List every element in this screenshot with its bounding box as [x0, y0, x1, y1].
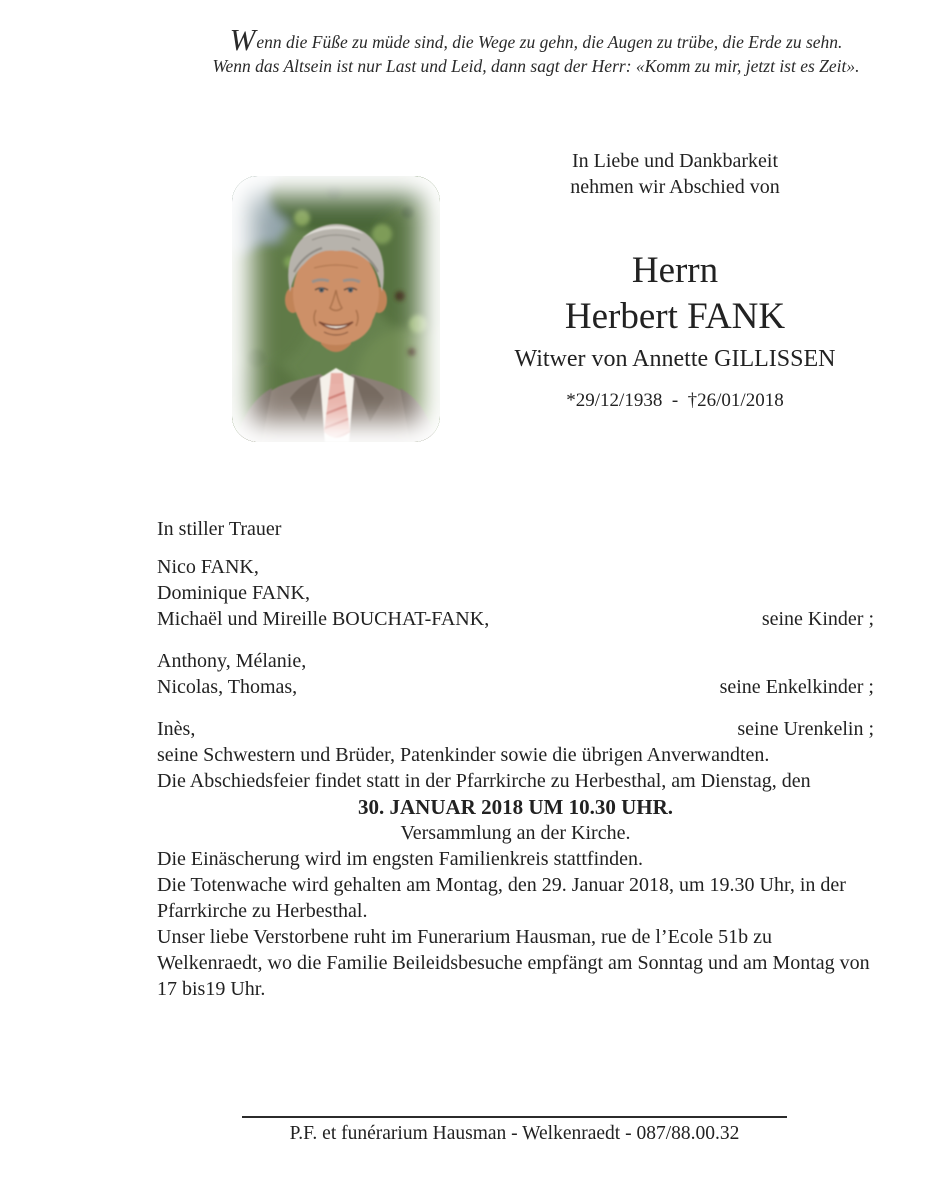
repose-paragraph: Unser liebe Verstorbene ruht im Funerarium Hausman, rue de l’Ecole 51b zu Welkenraedt, wo die Familie Beileidsbesuche empfängt am Sonntag und am Montag von 17 bis19 Uhr. — [157, 926, 870, 1000]
mourner-name: Nico FANK, — [157, 556, 259, 578]
relation-label-children: seine Kinder ; — [761, 608, 874, 630]
mourner-name: Michaël und Mireille BOUCHAT-FANK, — [157, 608, 490, 630]
footer — [242, 1116, 787, 1145]
mourner-name: Nicolas, Thomas, — [157, 676, 298, 698]
mourner-group-greatgrandchild — [157, 716, 874, 742]
quote-line-2: Wenn das Altsein ist nur Last und Leid, dann sagt der Herr: «Komm zu mir, jetzt ist es Zeit». — [212, 56, 860, 76]
intro-line-2: nehmen wir Abschied von — [570, 176, 780, 198]
service-datetime: 30. JANUAR 2018 UM 10.30 UHR. — [358, 795, 673, 819]
deceased-name: Herbert FANK — [564, 296, 786, 337]
portrait-illustration — [232, 176, 440, 442]
announcement-body — [157, 516, 874, 1002]
quote-line-1: Wenn die Füße zu müde sind, die Wege zu gehn, die Augen zu trübe, die Erde zu sehn. — [229, 22, 843, 57]
announcement-header — [490, 148, 860, 413]
mourner-name: Inès, — [157, 718, 196, 740]
wake-paragraph: Die Totenwache wird gehalten am Montag, den 29. Januar 2018, um 19.30 Uhr, in der Pfarrkirche zu Herbesthal. — [157, 874, 846, 922]
mourning-closing-line: seine Schwestern und Brüder, Patenkinder sowie die übrigen Anverwandten. — [157, 744, 770, 766]
life-dates: *29/12/1938 - †26/01/2018 — [566, 390, 784, 411]
deceased-title: Herrn — [631, 250, 719, 291]
cremation-line: Die Einäscherung wird im engsten Familienkreis stattfinden. — [157, 848, 643, 870]
mourner-name: Dominique FANK, — [157, 582, 310, 604]
mourning-heading: In stiller Trauer — [157, 518, 282, 540]
mourner-group-children — [157, 554, 874, 632]
portrait-photo — [232, 176, 440, 442]
mourner-group-grandchildren — [157, 648, 874, 700]
decorative-initial: W — [229, 22, 257, 57]
assembly-line: Versammlung an der Kirche. — [400, 822, 631, 844]
service-announcement: Die Abschiedsfeier findet statt in der Pfarrkirche zu Herbesthal, am Dienstag, den — [157, 770, 811, 792]
deceased-relation: Witwer von Annette GILLISSEN — [514, 346, 836, 372]
memorial-quote — [100, 22, 947, 78]
funeral-home-line: P.F. et funérarium Hausman - Welkenraedt - 087/88.00.32 — [289, 1123, 740, 1144]
relation-label-greatgrandchild: seine Urenkelin ; — [737, 718, 874, 740]
relation-label-grandchildren: seine Enkelkinder ; — [719, 676, 874, 698]
intro-line-1: In Liebe und Dankbarkeit — [571, 150, 779, 172]
mourner-name: Anthony, Mélanie, — [157, 650, 307, 672]
